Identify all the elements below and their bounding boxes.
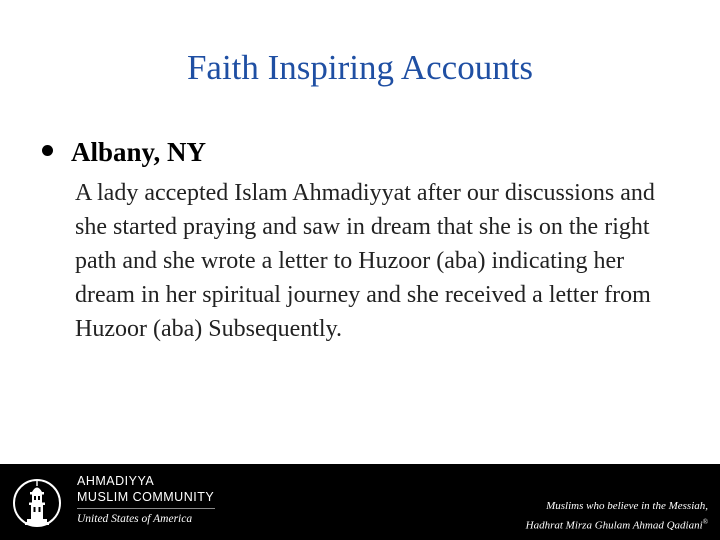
org-divider: [77, 508, 215, 509]
org-name-block: [77, 473, 215, 526]
footer-bar: [0, 464, 720, 540]
tagline: [526, 498, 708, 534]
body-paragraph: A lady accepted Islam Ahmadiyyat after our discussions and she started praying and saw in dream that she is on the right path and she wrote a letter to Huzoor (aba) indicating her dream in her spiritual journey and she received a letter from Huzoor (aba) Subsequently.: [75, 180, 655, 342]
tagline-line-1: Muslims who believe in the Messiah,: [546, 500, 708, 512]
tagline-line-2-row: [526, 514, 708, 534]
org-country: United States of America: [77, 513, 193, 525]
bullet-heading: Albany, NY: [71, 137, 207, 167]
registered-mark: ®: [702, 518, 708, 526]
org-name-line-1: AHMADIYYA: [77, 474, 155, 488]
slide-title: Faith Inspiring Accounts: [186, 48, 534, 87]
bullet-dot-icon: [42, 145, 53, 156]
org-name-line-2: MUSLIM COMMUNITY: [77, 490, 215, 504]
minaret-icon: [12, 472, 62, 534]
tagline-line-2: Hadhrat Mirza Ghulam Ahmad Qadiani: [525, 519, 703, 532]
